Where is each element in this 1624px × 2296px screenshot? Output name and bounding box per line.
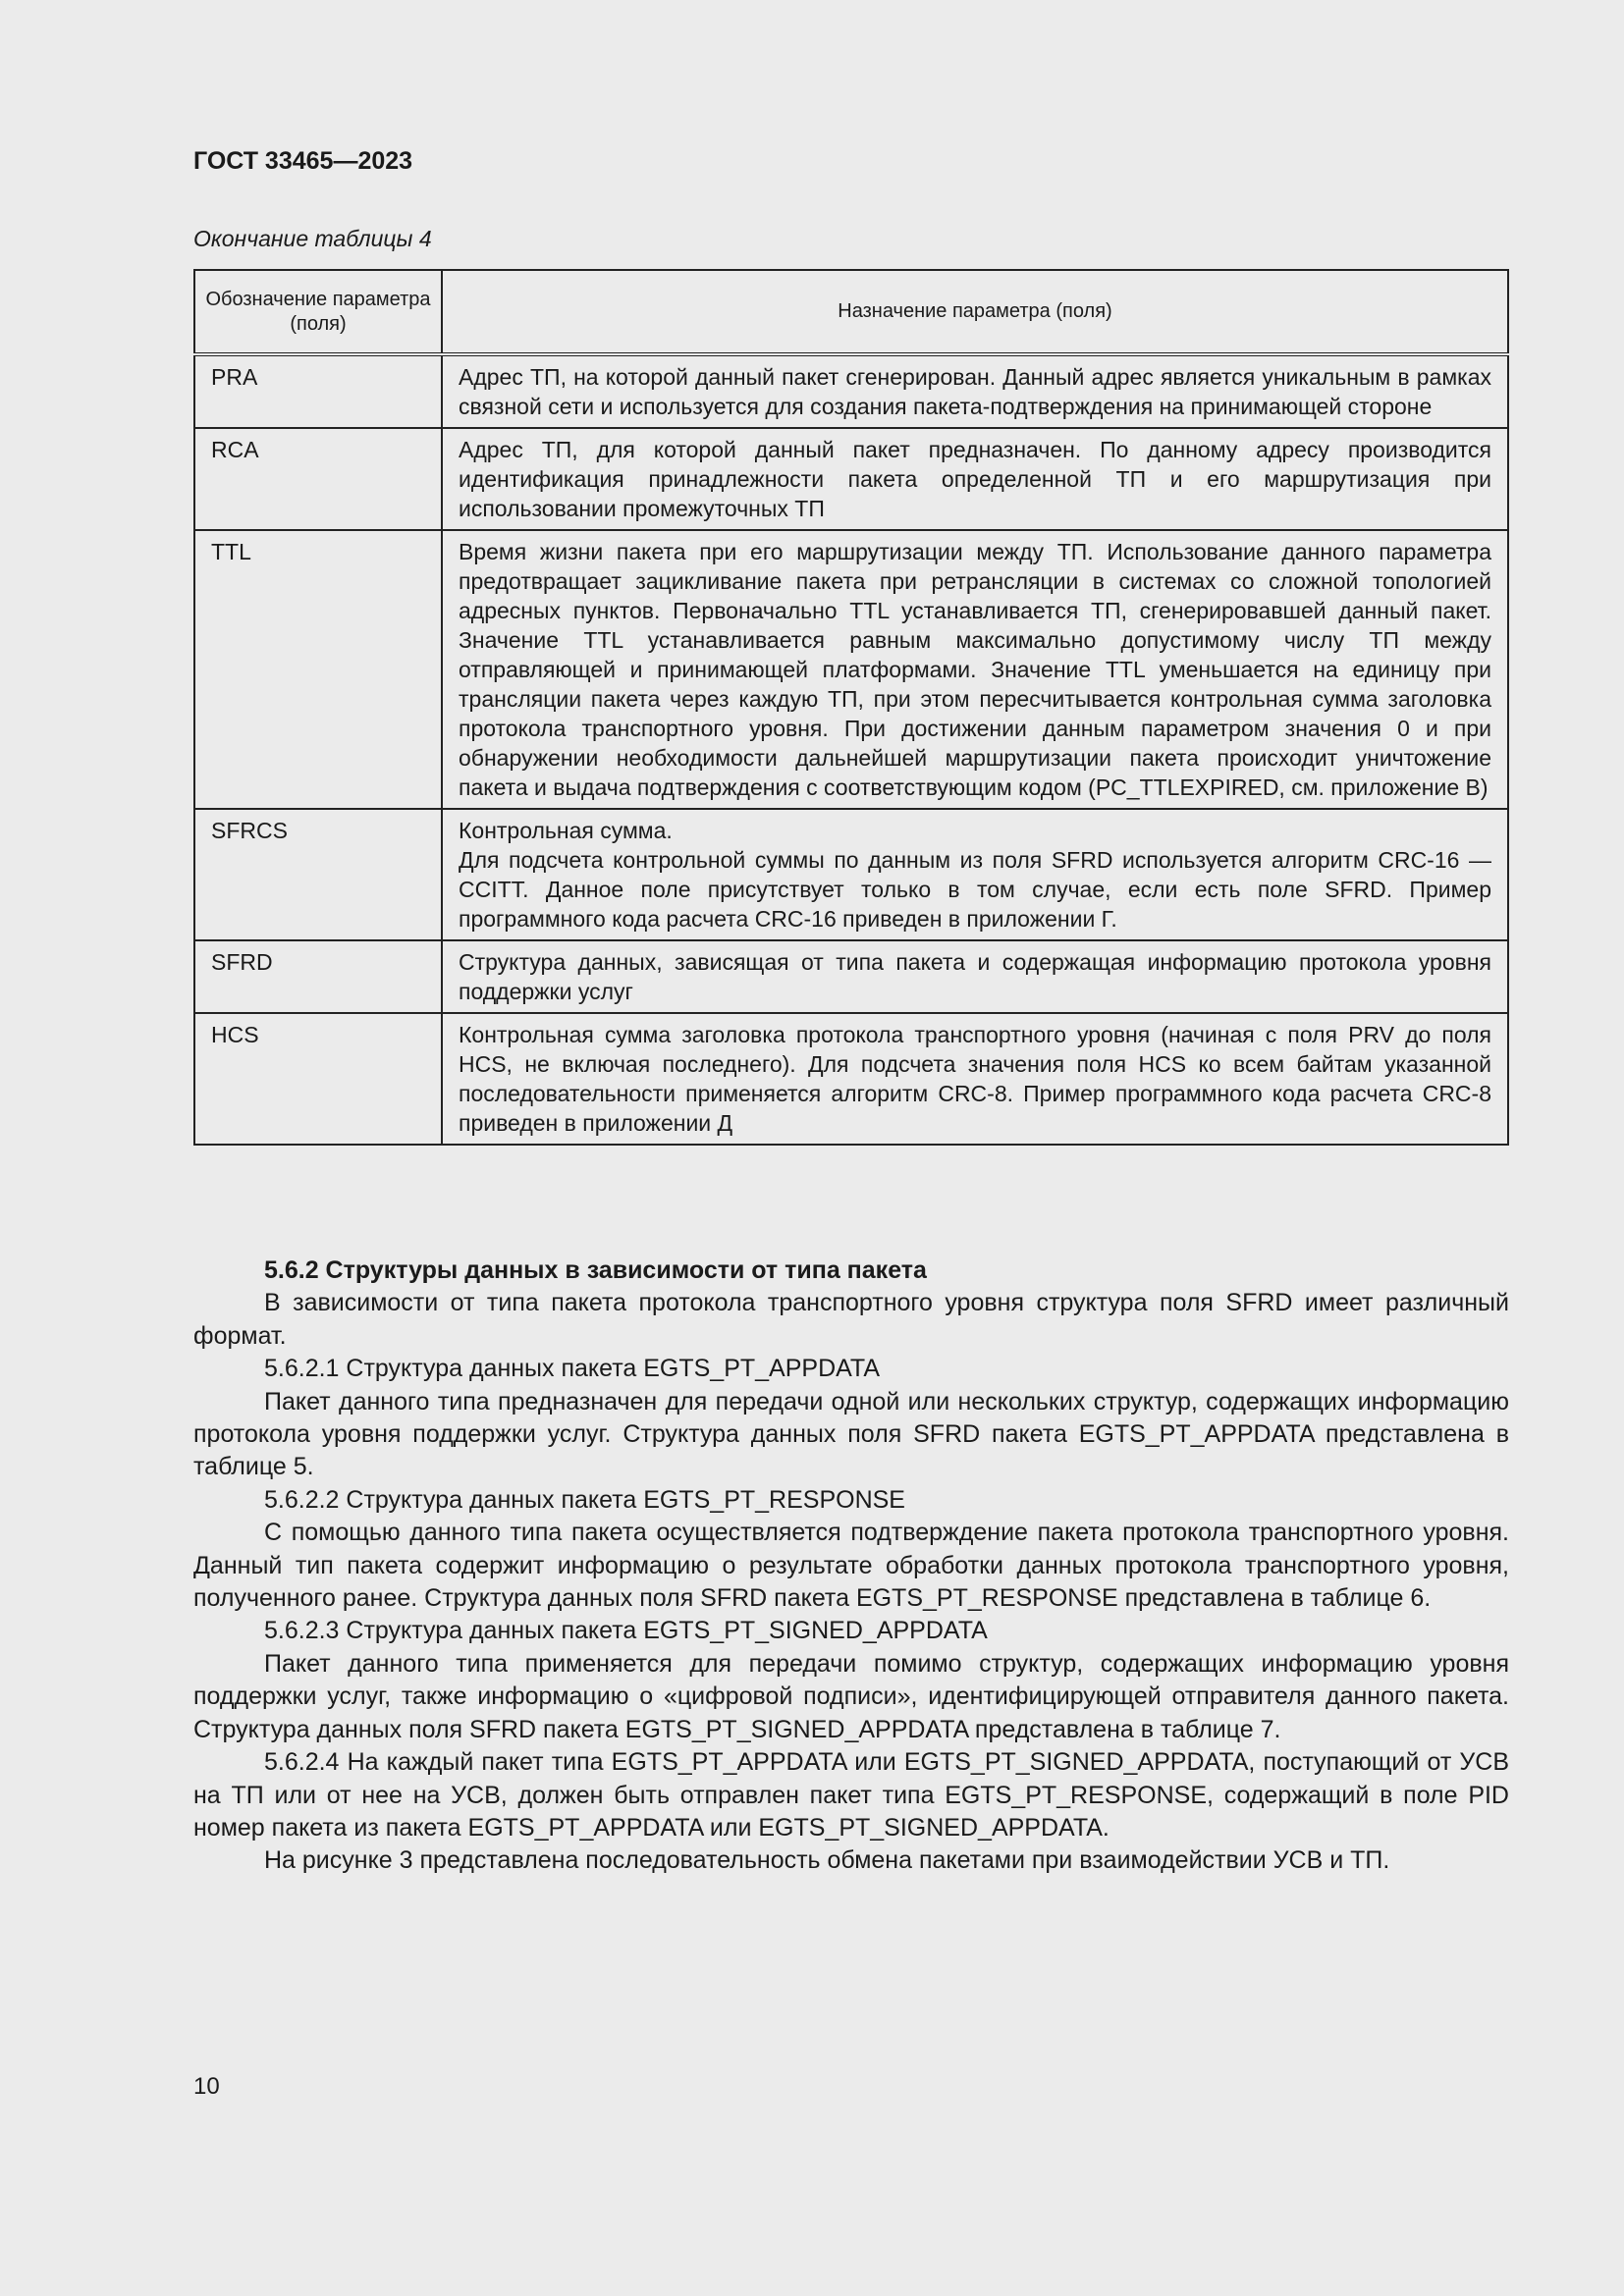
- table-row: [194, 940, 1508, 1013]
- param-description-line: Контрольная сумма.: [459, 818, 673, 843]
- document-code: ГОСТ 33465—2023: [193, 147, 413, 175]
- paragraph: Пакет данного типа предназначен для передачи одной или нескольких структур, содержащих информацию протокола уровня поддержки услуг. Структура данных поля SFRD пакета EGTS_PT_APPDATA представлена в таблице 5.: [193, 1387, 1509, 1481]
- table-caption: Окончание таблицы 4: [193, 226, 432, 251]
- table-row: [194, 809, 1508, 940]
- param-name: HCS: [194, 1013, 442, 1145]
- param-name: PRA: [194, 354, 442, 428]
- column-header-purpose: Назначение параметра (поля): [442, 270, 1508, 354]
- param-description-line: Для подсчета контрольной суммы по данным из поля SFRD используется алгоритм CRC-16 —CCITT. Данное поле присутствует только в том случае, если есть поле SFRD. Пример программного кода расчета CRC-16 приведен в приложении Г.: [459, 847, 1491, 932]
- section-heading: 5.6.2 Структуры данных в зависимости от типа пакета: [264, 1256, 927, 1284]
- paragraph: С помощью данного типа пакета осуществляется подтверждение пакета протокола транспортного уровня. Данный тип пакета содержит информацию о результате обработки данных протокола транспортного уровня, полученного ранее. Структура данных поля SFRD пакета EGTS_PT_RESPONSE представлена в таблице 6.: [193, 1519, 1509, 1613]
- param-description: Контрольная сумма заголовка протокола транспортного уровня (начиная с поля PRV до поля HCS, не включая последнего). Для подсчета значения поля HCS ко всем байтам указанной последовательности применяется алгоритм CRC-8. Пример программного кода расчета CRC-8 приведен в приложении Д: [442, 1013, 1508, 1145]
- paragraph: 5.6.2.4 На каждый пакет типа EGTS_PT_APPDATA или EGTS_PT_SIGNED_APPDATA, поступающий от УСВ на ТП или от нее на УСВ, должен быть отправлен пакет типа EGTS_PT_RESPONSE, содержащий в поле PID номер пакета из пакета EGTS_PT_APPDATA или EGTS_PT_SIGNED_APPDATA.: [193, 1748, 1509, 1842]
- body-text: [193, 1255, 1509, 1878]
- param-description: Время жизни пакета при его маршрутизации между ТП. Использование данного параметра предотвращает зацикливание пакета при ретрансляции в системах со сложной топологией адресных пунктов. Первоначально TTL устанавливается ТП, сгенерировавшей данный пакет. Значение TTL устанавливается равным максимально допустимому числу ТП между отправляющей и принимающей платформами. Значение TTL уменьшается на единицу при трансляции пакета через каждую ТП, при этом пересчитывается контрольная сумма заголовка протокола транспортного уровня. При достижении данным параметром значения 0 и при обнаружении необходимости дальнейшей маршрутизации пакета происходит уничтожение пакета и выдача подтверждения с соответствующим кодом (PC_TTLEXPIRED, см. приложение В): [442, 530, 1508, 809]
- param-description: Структура данных, зависящая от типа пакета и содержащая информацию протокола уровня поддержки услуг: [442, 940, 1508, 1013]
- param-description: Адрес ТП, для которой данный пакет предназначен. По данному адресу производится идентификация принадлежности пакета определенной ТП и его маршрутизация при использовании промежуточных ТП: [442, 428, 1508, 530]
- table-row: [194, 428, 1508, 530]
- param-name: SFRCS: [194, 809, 442, 940]
- param-description: Адрес ТП, на которой данный пакет сгенерирован. Данный адрес является уникальным в рамках связной сети и используется для создания пакета-подтверждения на принимающей стороне: [442, 354, 1508, 428]
- column-header-name: Обозначение параметра (поля): [194, 270, 442, 354]
- paragraph: Пакет данного типа применяется для передачи помимо структур, содержащих информацию уровня поддержки услуг, также информацию о «цифровой подписи», идентифицирующей отправителя данного пакета. Структура данных поля SFRD пакета EGTS_PT_SIGNED_APPDATA представлена в таблице 7.: [193, 1649, 1509, 1743]
- paragraph: На рисунке 3 представлена последовательность обмена пакетами при взаимодействии УСВ и ТП.: [264, 1846, 1390, 1875]
- parameters-table: [193, 269, 1509, 1146]
- subsection-title: 5.6.2.1 Структура данных пакета EGTS_PT_APPDATA: [264, 1355, 881, 1383]
- table-row: [194, 530, 1508, 809]
- table-header-row: [194, 270, 1508, 354]
- subsection-title: 5.6.2.3 Структура данных пакета EGTS_PT_SIGNED_APPDATA: [264, 1617, 988, 1645]
- subsection-title: 5.6.2.2 Структура данных пакета EGTS_PT_RESPONSE: [264, 1485, 905, 1514]
- param-description: [442, 809, 1508, 940]
- param-name: SFRD: [194, 940, 442, 1013]
- paragraph: В зависимости от типа пакета протокола транспортного уровня структура поля SFRD имеет различный формат.: [193, 1289, 1509, 1350]
- table-row: [194, 354, 1508, 428]
- param-name: RCA: [194, 428, 442, 530]
- table-row: [194, 1013, 1508, 1145]
- page-number: 10: [193, 2073, 220, 2100]
- param-name: TTL: [194, 530, 442, 809]
